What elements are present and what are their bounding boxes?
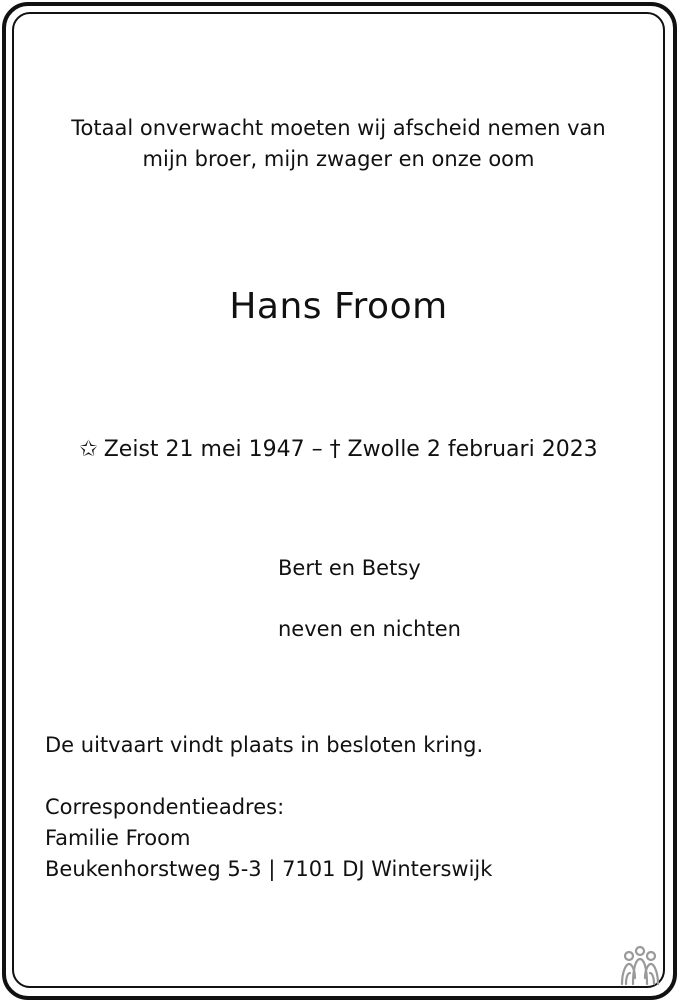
mourner-item: neven en nichten [278,617,461,641]
correspondence-name: Familie Froom [45,826,191,850]
star-icon: ✩ [79,437,98,462]
mourner-item: Bert en Betsy [278,556,421,580]
correspondence-address: Beukenhorstweg 5-3 | 7101 DJ Winterswijk [45,857,493,881]
deceased-name: Hans Froom [229,286,448,327]
funeral-note: De uitvaart vindt plaats in besloten kring. [45,733,484,757]
life-dates-text: Zeist 21 mei 1947 – † Zwolle 2 februari 2023 [103,437,598,462]
intro-line-1: Totaal onverwacht moeten wij afscheid nemen van [71,116,606,140]
people-group-icon [616,944,664,986]
life-dates [20,434,657,466]
correspondence-label: Correspondentieadres: [45,795,285,819]
intro-text [20,113,657,175]
correspondence-block [45,792,492,885]
intro-line-2: mijn broer, mijn zwager en onze oom [142,147,535,171]
mourners-list [278,553,461,644]
